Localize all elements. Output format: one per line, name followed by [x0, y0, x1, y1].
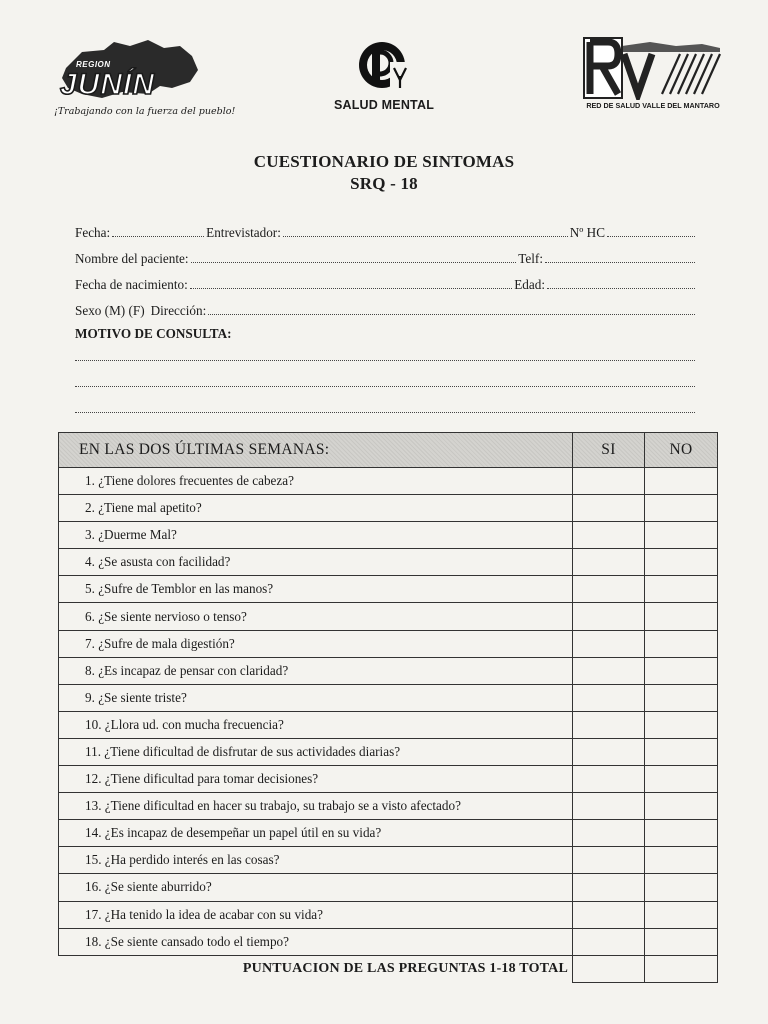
no-checkbox-6[interactable]	[645, 603, 718, 630]
table-row	[59, 820, 718, 847]
row-nacimiento	[75, 276, 697, 294]
no-checkbox-16[interactable]	[645, 874, 718, 901]
no-checkbox-18[interactable]	[645, 928, 718, 955]
total-row	[59, 955, 718, 982]
row-sexo	[75, 302, 697, 320]
no-checkbox-1[interactable]	[645, 468, 718, 495]
no-checkbox-3[interactable]	[645, 522, 718, 549]
question-1: 1. ¿Tiene dolores frecuentes de cabeza?	[59, 468, 573, 495]
question-4: 4. ¿Se asusta con facilidad?	[59, 549, 573, 576]
no-checkbox-15[interactable]	[645, 847, 718, 874]
table-row	[59, 766, 718, 793]
red-salud-label: RED DE SALUD VALLE DEL MANTARO	[586, 101, 720, 110]
table-row	[59, 630, 718, 657]
table-row	[59, 522, 718, 549]
si-checkbox-17[interactable]	[573, 901, 645, 928]
question-11: 11. ¿Tiene dificultad de disfrutar de sus actividades diarias?	[59, 738, 573, 765]
no-checkbox-5[interactable]	[645, 576, 718, 603]
no-checkbox-4[interactable]	[645, 549, 718, 576]
question-14: 14. ¿Es incapaz de desempeñar un papel útil en su vida?	[59, 820, 573, 847]
si-checkbox-8[interactable]	[573, 657, 645, 684]
table-row	[59, 793, 718, 820]
question-15: 15. ¿Ha perdido interés en las cosas?	[59, 847, 573, 874]
si-checkbox-11[interactable]	[573, 738, 645, 765]
fecha-field[interactable]	[112, 224, 204, 237]
no-checkbox-17[interactable]	[645, 901, 718, 928]
salud-mental-label: SALUD MENTAL	[333, 98, 435, 112]
si-header: SI	[573, 433, 645, 468]
question-16: 16. ¿Se siente aburrido?	[59, 874, 573, 901]
table-row	[59, 576, 718, 603]
symptom-table	[58, 432, 718, 983]
no-checkbox-8[interactable]	[645, 657, 718, 684]
question-3: 3. ¿Duerme Mal?	[59, 522, 573, 549]
motivo-line-1[interactable]	[75, 360, 695, 361]
table-header-label: EN LAS DOS ÚLTIMAS SEMANAS:	[59, 433, 573, 468]
si-checkbox-1[interactable]	[573, 468, 645, 495]
si-checkbox-10[interactable]	[573, 711, 645, 738]
no-checkbox-14[interactable]	[645, 820, 718, 847]
si-checkbox-18[interactable]	[573, 928, 645, 955]
si-checkbox-5[interactable]	[573, 576, 645, 603]
no-checkbox-12[interactable]	[645, 766, 718, 793]
si-checkbox-13[interactable]	[573, 793, 645, 820]
telf-field[interactable]	[545, 250, 695, 263]
table-row	[59, 901, 718, 928]
row-nombre	[75, 250, 697, 268]
region-label: REGION	[76, 60, 111, 69]
motivo-label: MOTIVO DE CONSULTA:	[75, 326, 232, 341]
si-checkbox-2[interactable]	[573, 495, 645, 522]
nombre-label: Nombre del paciente:	[75, 251, 189, 266]
slogan-label: ¡Trabajando con la fuerza del pueblo!	[54, 106, 236, 117]
question-12: 12. ¿Tiene dificultad para tomar decisiones?	[59, 766, 573, 793]
si-checkbox-14[interactable]	[573, 820, 645, 847]
edad-field[interactable]	[547, 276, 695, 289]
junin-label: JUNÍN	[60, 68, 156, 101]
no-checkbox-2[interactable]	[645, 495, 718, 522]
no-checkbox-7[interactable]	[645, 630, 718, 657]
question-18: 18. ¿Se siente cansado todo el tiempo?	[59, 928, 573, 955]
si-checkbox-4[interactable]	[573, 549, 645, 576]
table-row	[59, 549, 718, 576]
no-checkbox-11[interactable]	[645, 738, 718, 765]
si-checkbox-15[interactable]	[573, 847, 645, 874]
table-row	[59, 495, 718, 522]
nhc-label: Nº HC	[569, 225, 605, 240]
question-list	[59, 468, 718, 983]
entrevistador-field[interactable]	[283, 224, 568, 237]
row-fecha	[75, 224, 697, 242]
question-6: 6. ¿Se siente nervioso o tenso?	[59, 603, 573, 630]
motivo-line-3[interactable]	[75, 412, 695, 413]
nacimiento-label: Fecha de nacimiento:	[75, 277, 188, 292]
region-junin-logo	[52, 38, 236, 124]
no-checkbox-13[interactable]	[645, 793, 718, 820]
direccion-label: Dirección:	[150, 303, 207, 318]
red-salud-emblem-icon	[580, 36, 726, 100]
si-checkbox-7[interactable]	[573, 630, 645, 657]
direccion-field[interactable]	[208, 302, 695, 315]
salud-mental-emblem-icon	[356, 40, 412, 92]
document-title: CUESTIONARIO DE SINTOMAS	[253, 152, 515, 171]
nhc-field[interactable]	[607, 224, 695, 237]
no-checkbox-10[interactable]	[645, 711, 718, 738]
no-checkbox-9[interactable]	[645, 684, 718, 711]
question-10: 10. ¿Llora ud. con mucha frecuencia?	[59, 711, 573, 738]
table-row	[59, 468, 718, 495]
table-row	[59, 847, 718, 874]
edad-label: Edad:	[514, 277, 545, 292]
question-2: 2. ¿Tiene mal apetito?	[59, 495, 573, 522]
table-header-row	[59, 433, 718, 468]
fecha-label: Fecha:	[75, 225, 111, 240]
si-checkbox-12[interactable]	[573, 766, 645, 793]
no-header: NO	[645, 433, 718, 468]
document-subtitle: SRQ - 18	[350, 174, 418, 193]
nombre-field[interactable]	[191, 250, 517, 263]
table-row	[59, 928, 718, 955]
table-row	[59, 711, 718, 738]
question-5: 5. ¿Sufre de Temblor en las manos?	[59, 576, 573, 603]
si-checkbox-9[interactable]	[573, 684, 645, 711]
si-total-box[interactable]	[573, 955, 645, 982]
no-total-box[interactable]	[645, 955, 718, 982]
table-row	[59, 684, 718, 711]
table-row	[59, 657, 718, 684]
table-row	[59, 738, 718, 765]
question-13: 13. ¿Tiene dificultad en hacer su trabajo, su trabajo se a visto afectado?	[59, 793, 573, 820]
si-checkbox-16[interactable]	[573, 874, 645, 901]
si-checkbox-3[interactable]	[573, 522, 645, 549]
salud-mental-logo	[318, 40, 450, 118]
motivo-line-2[interactable]	[75, 386, 695, 387]
nacimiento-field[interactable]	[190, 276, 512, 289]
question-17: 17. ¿Ha tenido la idea de acabar con su vida?	[59, 901, 573, 928]
total-label: PUNTUACION DE LAS PREGUNTAS 1-18 TOTAL	[59, 955, 573, 982]
table-row	[59, 874, 718, 901]
question-9: 9. ¿Se siente triste?	[59, 684, 573, 711]
question-7: 7. ¿Sufre de mala digestión?	[59, 630, 573, 657]
table-row	[59, 603, 718, 630]
sexo-label[interactable]: Sexo (M) (F)	[75, 303, 145, 318]
red-salud-logo	[580, 36, 726, 116]
question-8: 8. ¿Es incapaz de pensar con claridad?	[59, 657, 573, 684]
entrevistador-label: Entrevistador:	[206, 225, 281, 240]
si-checkbox-6[interactable]	[573, 603, 645, 630]
telf-label: Telf:	[518, 251, 543, 266]
